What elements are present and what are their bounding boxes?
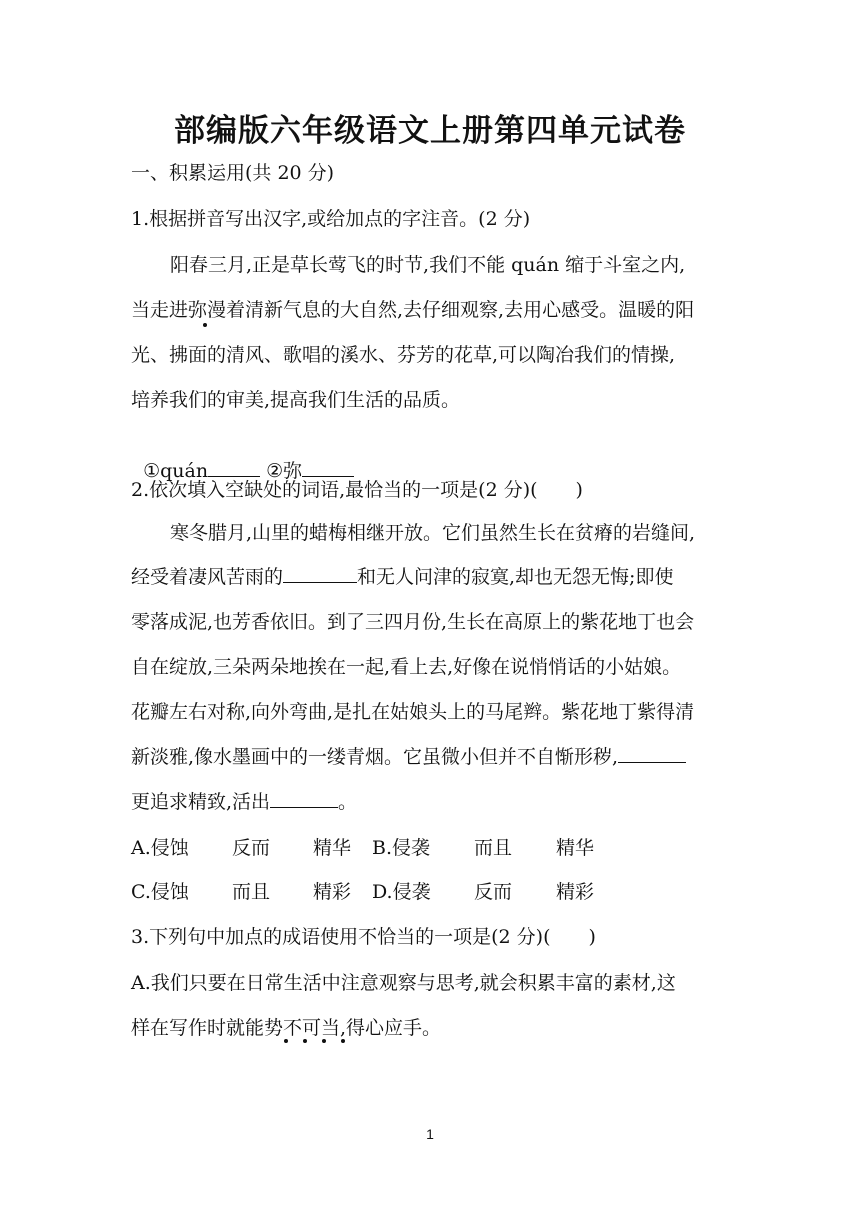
option-b-word1: B.侵袭 — [372, 837, 431, 859]
emphasis-dot — [322, 1039, 326, 1043]
emphasis-dot — [203, 323, 207, 327]
q2-passage-line — [131, 789, 357, 815]
q2-text: 新淡雅,像水墨画中的一缕青烟。它虽微小但并不自惭形秽, — [131, 746, 619, 768]
q2-passage-line: 零落成泥,也芳香依旧。到了三四月份,生长在高原上的紫花地丁也会 — [131, 611, 695, 633]
option-b-word3: 精华 — [556, 837, 595, 859]
option-c-word2: 而且 — [232, 881, 271, 903]
q2-text: 和无人问津的寂寞,却也无怨无悔;即使 — [357, 566, 674, 588]
answer-label-a: ①quán — [143, 460, 209, 482]
question-2-stem: 2.依次填入空缺处的词语,最恰当的一项是(2 分)( ) — [131, 479, 583, 501]
q1-passage-line: 光、拂面的清风、歌唱的溪水、芬芳的花草,可以陶冶我们的情操, — [131, 344, 676, 366]
answer-label-b: ②弥 — [266, 460, 303, 482]
q3-option-a-line: 样在写作时就能势不可当,得心应手。 — [131, 1017, 442, 1039]
option-a-word2: 反而 — [232, 837, 271, 859]
q2-passage-line: 花瓣左右对称,向外弯曲,是扎在姑娘头上的马尾辫。紫花地丁紫得清 — [131, 701, 695, 723]
fill-blank-1[interactable] — [283, 564, 357, 583]
q2-text: 更追求精致,活出 — [131, 791, 271, 813]
option-a-word3: 精华 — [313, 837, 352, 859]
q1-passage-line: 当走进弥漫着清新气息的大自然,去仔细观察,去用心感受。温暖的阳 — [131, 299, 695, 321]
q1-passage-line: 阳春三月,正是草长莺飞的时节,我们不能 quán 缩于斗室之内, — [170, 254, 686, 276]
q2-passage-line — [131, 744, 686, 770]
emphasis-dot — [284, 1039, 288, 1043]
option-b-word2: 而且 — [474, 837, 513, 859]
option-c-word3: 精彩 — [313, 881, 352, 903]
answer-blank-b[interactable] — [302, 458, 354, 477]
emphasis-dot — [303, 1039, 307, 1043]
fill-blank-2[interactable] — [618, 744, 686, 763]
q2-passage-line: 寒冬腊月,山里的蜡梅相继开放。它们虽然生长在贫瘠的岩缝间, — [170, 522, 696, 544]
option-d-word3: 精彩 — [556, 881, 595, 903]
question-1-stem: 1.根据拼音写出汉字,或给加点的字注音。(2 分) — [131, 208, 531, 230]
question-3-stem: 3.下列句中加点的成语使用不恰当的一项是(2 分)( ) — [131, 926, 596, 948]
option-d-word2: 反而 — [474, 881, 513, 903]
q1-passage-line: 培养我们的审美,提高我们生活的品质。 — [131, 389, 461, 411]
q2-passage-line: 自在绽放,三朵两朵地挨在一起,看上去,好像在说悄悄话的小姑娘。 — [131, 656, 682, 678]
option-d-word1: D.侵袭 — [372, 881, 431, 903]
section-heading: 一、积累运用(共 20 分) — [131, 162, 335, 184]
fill-blank-3[interactable] — [270, 789, 338, 808]
q2-text: 。 — [338, 791, 358, 813]
q2-passage-line — [131, 564, 673, 590]
emphasis-dot — [341, 1039, 345, 1043]
q3-option-a-line: A.我们只要在日常生活中注意观察与思考,就会积累丰富的素材,这 — [131, 972, 676, 994]
page-number: 1 — [426, 1126, 434, 1142]
option-c-word1: C.侵蚀 — [131, 881, 189, 903]
q2-text: 经受着凄风苦雨的 — [131, 566, 284, 588]
document-title: 部编版六年级语文上册第四单元试卷 — [174, 113, 686, 149]
option-a-word1: A.侵蚀 — [131, 837, 189, 859]
answer-blank-a[interactable] — [208, 458, 260, 477]
